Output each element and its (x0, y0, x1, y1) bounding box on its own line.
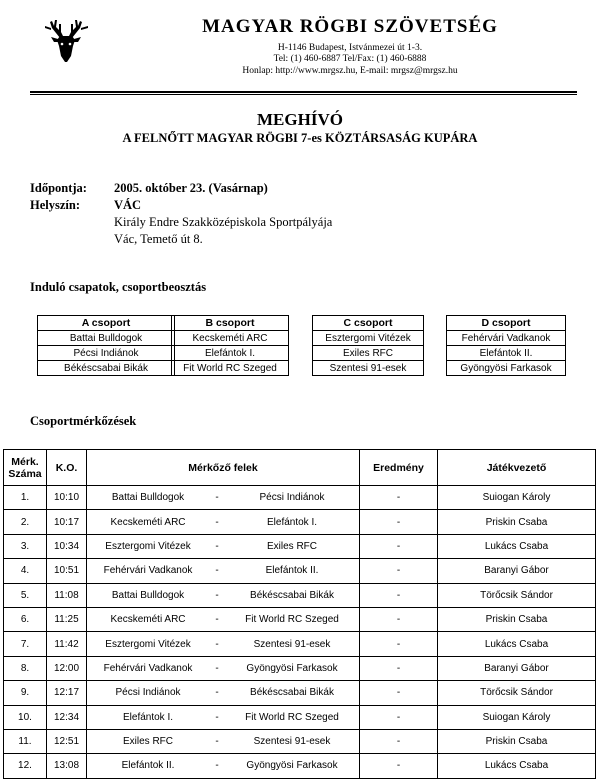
home-team: Elefántok II. (121, 760, 175, 772)
match-time: 10:10 (47, 486, 87, 510)
match-row (4, 705, 596, 729)
match-time: 10:51 (47, 559, 87, 583)
away-team: Elefántok II. (265, 565, 319, 577)
match-result: - (360, 656, 438, 680)
home-team: Battai Bulldogok (111, 589, 185, 601)
match-row (4, 656, 596, 680)
match-row (4, 534, 596, 558)
match-referee: Törőcsik Sándor (438, 681, 596, 705)
match-row (4, 583, 596, 607)
group-team: Exiles RFC (313, 346, 424, 361)
group-name: D csoport (447, 316, 566, 331)
match-number: 2. (4, 510, 47, 534)
group-team: Kecskeméti ARC (172, 331, 289, 346)
home-team: Exiles RFC (122, 736, 173, 748)
versus-dash: - (215, 711, 219, 723)
group-team: Fit World RC Szeged (172, 361, 289, 376)
date-value: 2005. október 23. (Vasárnap) (114, 181, 268, 195)
col-header-time: K.O. (47, 450, 87, 486)
match-time: 12:17 (47, 681, 87, 705)
match-teams (87, 632, 360, 656)
home-team: Kecskeméti ARC (110, 614, 186, 626)
away-team: Fit World RC Szeged (245, 614, 339, 626)
document-title: MEGHÍVÓ (257, 110, 343, 129)
match-time: 13:08 (47, 754, 87, 778)
match-teams (87, 486, 360, 510)
matches-table (3, 449, 596, 779)
organization-name: MAGYAR RÖGBI SZÖVETSÉG (202, 16, 498, 37)
group-team: Esztergomi Vitézek (313, 331, 424, 346)
versus-dash: - (215, 492, 219, 504)
match-time: 11:25 (47, 607, 87, 631)
group-team: Elefántok I. (172, 346, 289, 361)
match-number: 1. (4, 486, 47, 510)
away-team: Gyöngyösi Farkasok (246, 662, 338, 674)
group-team: Szentesi 91-esek (313, 361, 424, 376)
date-label: Időpontja: (30, 181, 87, 195)
home-team: Battai Bulldogok (111, 492, 185, 504)
home-team: Kecskeméti ARC (110, 516, 186, 528)
match-referee: Suiogan Károly (438, 705, 596, 729)
match-row (4, 559, 596, 583)
match-result: - (360, 607, 438, 631)
col-header-number-line2: Száma (8, 467, 42, 480)
place-address: Vác, Temető út 8. (114, 232, 203, 246)
group-name: C csoport (313, 316, 424, 331)
versus-dash: - (215, 516, 219, 528)
match-teams (87, 656, 360, 680)
match-teams (87, 705, 360, 729)
match-row (4, 510, 596, 534)
home-team: Pécsi Indiánok (115, 687, 181, 699)
stag-logo-icon (42, 18, 92, 64)
match-number: 11. (4, 729, 47, 753)
match-teams (87, 510, 360, 534)
match-teams (87, 534, 360, 558)
groups-section-title: Induló csapatok, csoportbeosztás (30, 280, 207, 294)
away-team: Szentesi 91-esek (253, 638, 331, 650)
match-teams (87, 681, 360, 705)
match-number: 5. (4, 583, 47, 607)
group-team: Pécsi Indiánok (38, 346, 175, 361)
place-city: VÁC (114, 198, 142, 212)
group-table-d (446, 315, 566, 376)
versus-dash: - (215, 638, 219, 650)
home-team: Fehérvári Vadkanok (103, 662, 193, 674)
away-team: Exiles RFC (266, 540, 317, 552)
away-team: Fit World RC Szeged (245, 711, 339, 723)
versus-dash: - (215, 687, 219, 699)
group-table-a (37, 315, 175, 376)
versus-dash: - (215, 565, 219, 577)
match-referee: Priskin Csaba (438, 510, 596, 534)
col-header-result: Eredmény (360, 450, 438, 486)
match-row (4, 729, 596, 753)
match-number: 4. (4, 559, 47, 583)
group-team: Elefántok II. (447, 346, 566, 361)
match-referee: Priskin Csaba (438, 729, 596, 753)
organization-web: Honlap: http://www.mrgsz.hu, E-mail: mrgsz@mrgsz.hu (242, 66, 458, 76)
col-header-referee: Játékvezető (438, 450, 596, 486)
away-team: Elefántok I. (266, 516, 318, 528)
match-referee: Lukács Csaba (438, 632, 596, 656)
organization-address: H-1146 Budapest, Istvánmezei út 1-3. (277, 43, 423, 53)
match-referee: Baranyi Gábor (438, 559, 596, 583)
match-row (4, 681, 596, 705)
group-name: B csoport (172, 316, 289, 331)
versus-dash: - (215, 589, 219, 601)
match-referee: Suiogan Károly (438, 486, 596, 510)
col-header-number (4, 450, 47, 486)
organization-phone: Tel: (1) 460-6887 Tel/Fax: (1) 460-6888 (273, 54, 427, 64)
col-header-teams: Mérkőző felek (87, 450, 360, 486)
group-team: Gyöngyösi Farkasok (447, 361, 566, 376)
versus-dash: - (215, 614, 219, 626)
group-name: A csoport (38, 316, 175, 331)
match-number: 3. (4, 534, 47, 558)
match-time: 11:42 (47, 632, 87, 656)
match-number: 12. (4, 754, 47, 778)
match-number: 10. (4, 705, 47, 729)
matches-section-title: Csoportmérkőzések (30, 414, 137, 428)
matches-header-row (4, 450, 596, 486)
document-subtitle: A FELNŐTT MAGYAR RÖGBI 7-es KÖZTÁRSASÁG KUPÁRA (122, 131, 478, 145)
match-row (4, 632, 596, 656)
away-team: Gyöngyösi Farkasok (246, 760, 338, 772)
group-team: Fehérvári Vadkanok (447, 331, 566, 346)
match-result: - (360, 486, 438, 510)
match-time: 10:17 (47, 510, 87, 534)
header-divider (30, 91, 577, 95)
match-referee: Baranyi Gábor (438, 656, 596, 680)
match-row (4, 607, 596, 631)
place-label: Helyszín: (30, 198, 80, 212)
group-team: Battai Bulldogok (38, 331, 175, 346)
match-result: - (360, 632, 438, 656)
match-teams (87, 559, 360, 583)
versus-dash: - (215, 540, 219, 552)
match-teams (87, 583, 360, 607)
match-teams (87, 754, 360, 778)
match-referee: Lukács Csaba (438, 754, 596, 778)
group-team: Békéscsabai Bikák (38, 361, 175, 376)
match-referee: Lukács Csaba (438, 534, 596, 558)
match-referee: Törőcsik Sándor (438, 583, 596, 607)
match-result: - (360, 681, 438, 705)
home-team: Esztergomi Vitézek (105, 540, 191, 552)
away-team: Békéscsabai Bikák (250, 687, 334, 699)
match-result: - (360, 559, 438, 583)
versus-dash: - (215, 736, 219, 748)
group-table-b (171, 315, 289, 376)
match-time: 12:34 (47, 705, 87, 729)
match-number: 9. (4, 681, 47, 705)
home-team: Esztergomi Vitézek (105, 638, 191, 650)
match-time: 10:34 (47, 534, 87, 558)
home-team: Fehérvári Vadkanok (103, 565, 193, 577)
col-header-number-line1: Mérk. (11, 455, 39, 468)
away-team: Békéscsabai Bikák (250, 589, 334, 601)
match-number: 6. (4, 607, 47, 631)
match-row (4, 486, 596, 510)
match-result: - (360, 729, 438, 753)
match-referee: Priskin Csaba (438, 607, 596, 631)
match-teams (87, 729, 360, 753)
match-time: 12:51 (47, 729, 87, 753)
versus-dash: - (215, 760, 219, 772)
match-result: - (360, 583, 438, 607)
match-time: 11:08 (47, 583, 87, 607)
match-number: 8. (4, 656, 47, 680)
match-result: - (360, 705, 438, 729)
match-row (4, 754, 596, 778)
home-team: Elefántok I. (122, 711, 174, 723)
match-number: 7. (4, 632, 47, 656)
match-time: 12:00 (47, 656, 87, 680)
group-table-c (312, 315, 424, 376)
away-team: Pécsi Indiánok (259, 492, 325, 504)
versus-dash: - (215, 662, 219, 674)
place-venue: Király Endre Szakközépiskola Sportpályája (114, 215, 333, 229)
match-result: - (360, 534, 438, 558)
away-team: Szentesi 91-esek (253, 736, 331, 748)
match-result: - (360, 754, 438, 778)
match-result: - (360, 510, 438, 534)
matches-body (4, 486, 596, 779)
match-teams (87, 607, 360, 631)
